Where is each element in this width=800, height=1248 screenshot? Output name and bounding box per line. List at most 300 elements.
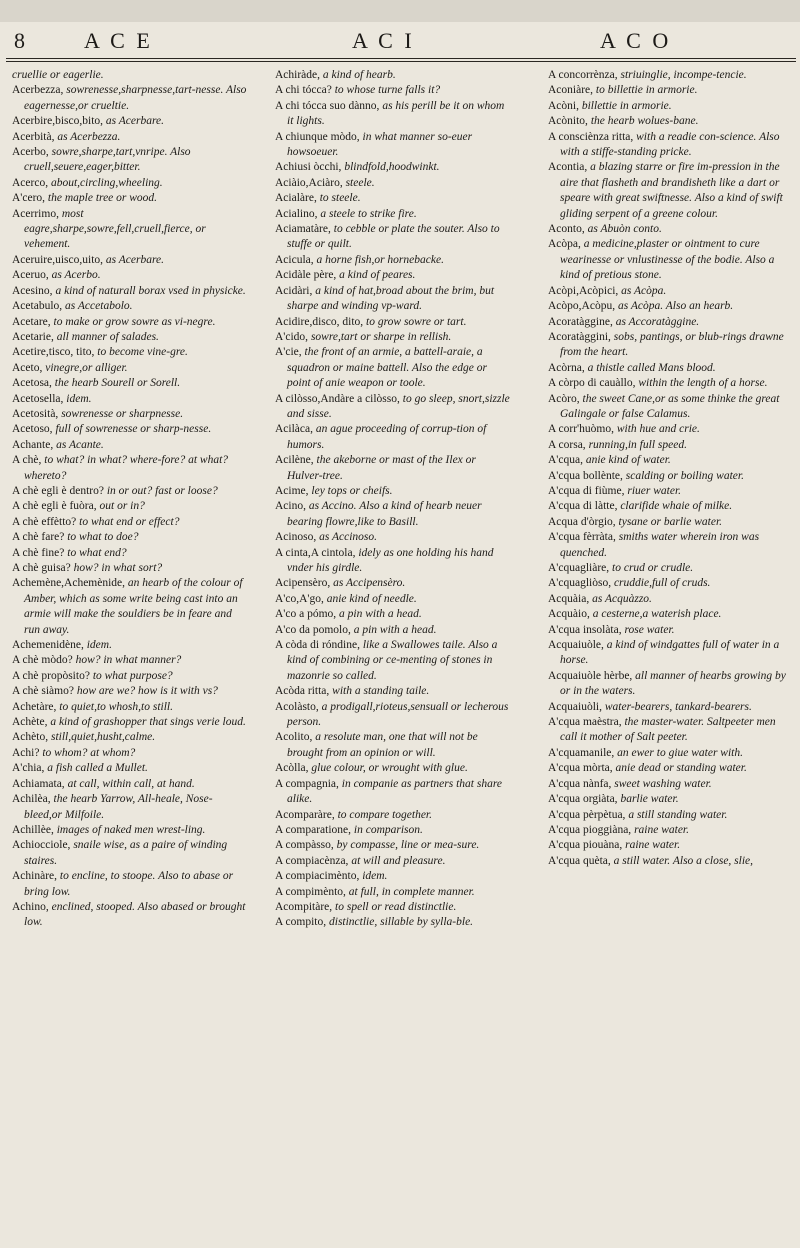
dictionary-entry: [12, 207, 250, 253]
entry-headword: Aceto,: [12, 361, 46, 374]
entry-definition: an ewer to giue water with.: [617, 746, 743, 759]
dictionary-entry: [275, 315, 513, 330]
dictionary-entry: [548, 792, 786, 807]
entry-definition: a kind of hat,broad about the brim, but sharpe and winding vp-ward.: [287, 284, 495, 313]
dictionary-entry: [548, 669, 786, 700]
entry-headword: Aceruo,: [12, 269, 52, 282]
entry-definition: idely as one holding his hand vnder his girdle.: [287, 546, 494, 574]
entry-definition: anie kind of needle.: [326, 592, 417, 605]
dictionary-entry: [275, 160, 513, 175]
entry-headword: Acetire,tisco, tito,: [12, 346, 98, 359]
dictionary-entry: [548, 160, 786, 222]
entry-definition: a medicine,plaster or ointment to cure wearinesse or vnlustinesse of the bodie. Also a kind of pretious stone.: [560, 238, 775, 282]
dictionary-entry: [548, 854, 786, 869]
entry-definition: to encline, to stoope. Also to abase or bring low.: [24, 870, 234, 898]
entry-definition: a resolute man, one that will not be brought from an opinion or will.: [287, 731, 478, 759]
dictionary-entry: [12, 330, 250, 345]
dictionary-entry: [12, 499, 250, 514]
dictionary-entry: [12, 730, 250, 745]
dictionary-entry: [275, 330, 513, 345]
entry-headword: A compàsso,: [275, 839, 337, 852]
entry-definition: to cebble or plate the souter. Also to stuffe or quilt.: [287, 223, 500, 251]
entry-headword: A'cqua bollènte,: [548, 469, 626, 482]
dictionary-entry: [275, 422, 513, 453]
dictionary-entry: [275, 808, 513, 823]
entry-headword: Achinàre,: [12, 870, 60, 883]
dictionary-entry: [275, 99, 513, 130]
entry-headword: Acidàri,: [275, 284, 316, 297]
entry-headword: A compiacènza,: [275, 854, 352, 867]
entry-headword: Acòda ritta,: [275, 685, 333, 698]
dictionary-entry: [275, 885, 513, 900]
dictionary-entry: [12, 576, 250, 638]
entry-definition: scalding or boiling water.: [625, 469, 744, 482]
entry-headword: A'cqua orgiàta,: [548, 793, 621, 806]
entry-definition: a kind of windgattes full of water in a horse.: [560, 639, 780, 667]
entry-headword: A'cqua insolàta,: [548, 623, 625, 636]
dictionary-entry: [548, 392, 786, 423]
dictionary-entry: [12, 746, 250, 761]
entry-headword: Acipensèro,: [275, 577, 334, 590]
entry-headword: Achante,: [12, 438, 57, 451]
entry-headword: Acetosella,: [12, 392, 67, 405]
entry-definition: all manner of hearbs growing by or in the waters.: [560, 669, 786, 698]
scan-top-edge: [0, 0, 800, 22]
dictionary-entry: [12, 376, 250, 391]
entry-headword: Acerbità,: [12, 130, 58, 143]
entry-definition: tysane or barlie water.: [618, 515, 723, 528]
entry-headword: Acetosa,: [12, 377, 55, 390]
entry-definition: as Accinoso.: [319, 531, 378, 544]
entry-headword: Acòrna,: [548, 361, 588, 374]
entry-headword: Acime,: [275, 484, 312, 497]
entry-headword: Acicula,: [275, 253, 317, 266]
entry-headword: Acinoso,: [275, 531, 320, 544]
dictionary-entry: [548, 68, 786, 83]
dictionary-entry: [12, 484, 250, 499]
dictionary-entry: [275, 869, 513, 884]
entry-definition: as Acerbo.: [51, 269, 101, 282]
dictionary-entry: [12, 268, 250, 283]
entry-headword: A'cero,: [12, 192, 48, 205]
entry-headword: A cilòsso,Andàre a cilòsso,: [275, 392, 403, 405]
entry-headword: A consciènza ritta,: [548, 130, 637, 143]
entry-definition: an ague proceeding of corrup-tion of humors.: [287, 423, 487, 451]
entry-headword: Acquàia,: [548, 592, 593, 605]
entry-headword: Acoratàggini,: [548, 330, 614, 343]
entry-headword: A concorrènza,: [548, 69, 621, 81]
dictionary-entry: [12, 792, 250, 823]
dictionary-entry: [548, 700, 786, 715]
entry-headword: Acòni,: [548, 99, 582, 112]
entry-definition: to quiet,to whosh,to still.: [59, 700, 173, 713]
entry-headword: Aceruire,uisco,uito,: [12, 253, 106, 266]
entry-headword: Acetarie,: [12, 330, 57, 343]
dictionary-entry: [12, 253, 250, 268]
entry-definition: the master-water. Saltpeeter men call it mother of Salt peeter.: [560, 716, 776, 744]
dictionary-entry: [548, 592, 786, 607]
dictionary-entry: [275, 700, 513, 731]
entry-definition: at call, within call, at hand.: [67, 777, 195, 790]
dictionary-entry: [12, 638, 250, 653]
entry-headword: Acialino,: [275, 207, 321, 220]
entry-headword: Acqua d'òrgio,: [548, 515, 619, 528]
dictionary-entry: [548, 777, 786, 792]
entry-headword: Achillèe,: [12, 823, 57, 836]
dictionary-entry: [275, 207, 513, 222]
entry-definition: with hue and crie.: [616, 423, 700, 436]
entry-definition: in or out? fast or loose?: [106, 484, 218, 497]
entry-headword: Achetàre,: [12, 700, 60, 713]
entry-definition: how? in what manner?: [75, 654, 182, 667]
dictionary-entry: [12, 114, 250, 129]
dictionary-entry: [12, 315, 250, 330]
dictionary-entry: [275, 915, 513, 930]
dictionary-entry: [275, 284, 513, 315]
entry-definition: at full, in complete manner.: [348, 885, 475, 898]
entry-headword: Acerrimo,: [12, 207, 62, 220]
entry-headword: A corsa,: [548, 438, 589, 451]
entry-headword: A'cido,: [275, 330, 311, 343]
entry-definition: an hearb of the colour of Amber, which as some write being cast into an armie will make the souldiers be in feare and run away.: [24, 577, 243, 636]
entry-headword: Acilàca,: [275, 423, 316, 436]
entry-definition: as Acerbezza.: [57, 130, 121, 143]
entry-headword: A compito,: [275, 916, 329, 929]
header-rule-bottom: [6, 61, 796, 62]
entry-headword: A'co a pómo,: [275, 608, 340, 621]
entry-headword: A chi tócca?: [275, 84, 335, 97]
dictionary-entry: [275, 253, 513, 268]
entry-headword: A chè guisa?: [12, 562, 74, 574]
entry-headword: Acompitàre,: [275, 900, 336, 913]
entry-definition: anie kind of water.: [585, 454, 671, 467]
entry-headword: Acquaiuòle,: [548, 639, 607, 652]
entry-definition: like a Swallowes taile. Also a kind of combining or ce-menting of stones in mazonrie so called.: [287, 639, 498, 682]
dictionary-entry: [548, 638, 786, 669]
entry-definition: raine water.: [625, 839, 681, 852]
page-number: 8: [14, 28, 28, 53]
dictionary-entry: [12, 561, 250, 576]
running-head-right: A C O: [600, 28, 672, 53]
entry-definition: as Accipensèro.: [333, 577, 406, 590]
entry-headword: Acòpo,Acòpu,: [548, 300, 618, 313]
entry-definition: out or in?: [99, 500, 145, 513]
dictionary-entry: [548, 623, 786, 638]
entry-definition: to what end or effect?: [79, 515, 180, 528]
entry-headword: A'cqua fèrràta,: [548, 531, 619, 544]
dictionary-entry: [275, 576, 513, 591]
entry-definition: to go sleep, snort,sizzle and sisse.: [287, 392, 510, 420]
dictionary-entry: [275, 68, 513, 83]
entry-headword: Acidire,disco, dito,: [275, 315, 367, 328]
entry-headword: A chè siàmo?: [12, 685, 77, 698]
entry-definition: as Acquàzzo.: [592, 592, 652, 605]
dictionary-entry: [275, 345, 513, 391]
dictionary-entry: [275, 191, 513, 206]
entry-definition: vinegre,or alliger.: [45, 361, 128, 374]
entry-headword: A còrpo di cauàllo,: [548, 377, 639, 390]
entry-headword: A chiunque mòdo,: [275, 130, 363, 143]
dictionary-entry: [548, 422, 786, 437]
entry-definition: at will and pleasure.: [351, 854, 446, 867]
entry-definition: to what to doe?: [67, 531, 139, 544]
dictionary-entry: [12, 176, 250, 191]
entry-headword: Acetoso,: [12, 423, 56, 436]
dictionary-entry: [12, 345, 250, 360]
dictionary-entry: [548, 237, 786, 283]
entry-headword: Acoratàggine,: [548, 315, 616, 328]
dictionary-entry: [12, 361, 250, 376]
dictionary-entry: [275, 900, 513, 915]
entry-headword: A chè egli è fuòra,: [12, 500, 100, 513]
entry-headword: A cinta,A cintola,: [275, 546, 359, 559]
entry-definition: in comparison.: [353, 823, 423, 836]
entry-headword: A chi tócca suo dànno,: [275, 99, 383, 112]
dictionary-entry: [12, 191, 250, 206]
dictionary-entry: [548, 715, 786, 746]
entry-headword: Acerbire,bisco,bito,: [12, 115, 106, 128]
dictionary-entry: [548, 823, 786, 838]
dictionary-entry: [12, 284, 250, 299]
dictionary-entry: [548, 222, 786, 237]
entry-definition: as his perill be it on whom it lights.: [287, 99, 505, 128]
entry-headword: A chè,: [12, 454, 45, 467]
dictionary-entry: [275, 530, 513, 545]
dictionary-entry: [275, 222, 513, 253]
entry-headword: A'co da pomolo,: [275, 623, 354, 636]
dictionary-entry: [12, 761, 250, 776]
entry-definition: about,circling,wheeling.: [50, 176, 163, 189]
dictionary-entry: [12, 130, 250, 145]
entry-definition: images of naked men wrest-ling.: [56, 823, 206, 836]
header-rule-top: [6, 58, 796, 59]
entry-definition: a still standing water.: [628, 808, 728, 821]
entry-headword: Aconiàre,: [548, 84, 596, 97]
entry-headword: Achemenidène,: [12, 639, 87, 652]
entry-definition: as Accoratàggine.: [615, 315, 700, 328]
dictionary-entry: [12, 700, 250, 715]
entry-definition: a thistle called Mans blood.: [587, 361, 716, 374]
dictionary-entry: [548, 114, 786, 129]
entry-headword: Achino,: [12, 900, 52, 913]
entry-definition: a cesterne,a waterish place.: [592, 608, 722, 621]
entry-headword: Achemène,Achemènide,: [12, 577, 128, 590]
entry-definition: the sweet Cane,or as some thinke the great Galingale or false Calamus.: [560, 392, 780, 420]
entry-definition: enclined, stooped. Also abased or brought low.: [24, 900, 246, 929]
entry-definition: sobs, pantings, or blub-rings drawne from the heart.: [560, 330, 784, 359]
entry-definition: a kind of hearb.: [322, 69, 396, 81]
entry-headword: Acino,: [275, 500, 309, 513]
dictionary-entry: [548, 808, 786, 823]
dictionary-entry: [275, 268, 513, 283]
entry-definition: to make or grow sowre as vi-negre.: [53, 315, 216, 328]
entry-definition: the maple tree or wood.: [47, 192, 158, 205]
entry-definition: how are we? how is it with vs?: [76, 685, 218, 698]
entry-headword: Acerbo,: [12, 146, 52, 159]
entry-headword: A'cqua di làtte,: [548, 500, 621, 513]
entry-definition: the hearb wolues-bane.: [590, 115, 699, 128]
entry-definition: to what purpose?: [92, 669, 173, 682]
entry-headword: Acònito,: [548, 115, 591, 128]
entry-headword: Acerbezza,: [12, 84, 67, 97]
entry-definition: billettie in armorie.: [581, 99, 672, 112]
entry-definition: a prodigall,rioteus,sensuall or lecherous person.: [287, 700, 509, 729]
dictionary-entry: [275, 453, 513, 484]
entry-definition: to grow sowre or tart.: [366, 315, 467, 328]
dictionary-entry: [275, 592, 513, 607]
entry-definition: anie dead or standing water.: [615, 762, 747, 775]
dictionary-entry: [548, 576, 786, 591]
entry-headword: A'cqua,: [548, 454, 586, 467]
entry-headword: A'cqua pèrpètua,: [548, 808, 629, 821]
entry-headword: Acerco,: [12, 176, 51, 189]
entry-definition: a fish called a Mullet.: [47, 762, 148, 775]
dictionary-entry: [548, 284, 786, 299]
dictionary-entry: [275, 823, 513, 838]
entry-headword: Acilène,: [275, 454, 317, 467]
dictionary-entry: [548, 469, 786, 484]
entry-definition: how? in what sort?: [73, 562, 163, 574]
entry-definition: rose water.: [624, 623, 675, 636]
entry-definition: sweet washing water.: [614, 777, 712, 790]
entry-definition: snaile wise, as a paire of winding staires.: [24, 839, 228, 867]
entry-definition: as Acerbare.: [105, 115, 165, 128]
dictionary-entry: [12, 453, 250, 484]
entry-definition: to what? in what? where-fore? at what? whereto?: [24, 454, 229, 482]
entry-definition: a horne fish,or hornebacke.: [316, 253, 444, 266]
dictionary-entry: [12, 392, 250, 407]
entry-definition: a kind of naturall borax vsed in physicke.: [55, 284, 246, 297]
entry-definition: sowre,sharpe,tart,vnripe. Also cruell,seuere,eager,bitter.: [24, 146, 191, 174]
dictionary-entry: [548, 83, 786, 98]
entry-headword: Acetare,: [12, 315, 54, 328]
dictionary-entry: [548, 761, 786, 776]
dictionary-entry: [275, 623, 513, 638]
dictionary-entry: [12, 68, 250, 83]
entry-headword: Acolàsto,: [275, 700, 322, 713]
entry-headword: Acolito,: [275, 731, 316, 744]
entry-headword: Achiamata,: [12, 777, 68, 790]
dictionary-entry: [548, 330, 786, 361]
entry-headword: A comparatione,: [275, 823, 354, 836]
entry-definition: sowrenesse,sharpnesse,tart-nesse. Also eagernesse,or crueltie.: [24, 84, 247, 112]
dictionary-entry: [275, 838, 513, 853]
dictionary-entry: [548, 561, 786, 576]
dictionary-entry: [12, 422, 250, 437]
dictionary-entry: [12, 407, 250, 422]
entry-definition: most eagre,sharpe,sowre,fell,cruell,fierce, or vehement.: [24, 207, 206, 251]
entry-headword: Achiocciole,: [12, 839, 74, 852]
entry-definition: barlie water.: [620, 793, 679, 806]
entry-definition: as Accetabolo.: [65, 300, 133, 313]
dictionary-entry: [548, 453, 786, 468]
entry-headword: Achilèa,: [12, 793, 54, 806]
entry-definition: distinctlie, sillable by sylla-ble.: [329, 916, 474, 929]
entry-headword: A compagnia,: [275, 777, 342, 790]
dictionary-entry: [12, 684, 250, 699]
dictionary-entry: [12, 299, 250, 314]
entry-headword: A corr'huòmo,: [548, 423, 617, 436]
dictionary-page: [0, 22, 800, 1248]
entry-headword: Acòlla,: [275, 762, 312, 775]
entry-definition: the hearb Yarrow, All-heale, Nose-bleed,or Milfoile.: [24, 793, 213, 821]
dictionary-entry: [548, 838, 786, 853]
entry-definition: cruellie or eagerlie.: [12, 69, 104, 81]
dictionary-entry: [548, 315, 786, 330]
entry-definition: by compasse, line or mea-sure.: [336, 839, 480, 852]
dictionary-entry: [548, 299, 786, 314]
dictionary-entry: [275, 638, 513, 684]
entry-definition: to what end?: [67, 546, 127, 559]
entry-definition: a steele to strike fire.: [320, 207, 417, 220]
entry-definition: riuer water.: [627, 484, 682, 497]
dictionary-entry: [275, 484, 513, 499]
entry-definition: a pin with a head.: [339, 608, 422, 621]
entry-headword: Aconto,: [548, 223, 588, 236]
entry-definition: the front of an armie, a battell-araie, a squadron or maine battell. Also the edge or point of anie weapon or toole.: [287, 346, 487, 390]
entry-headword: A'chia,: [12, 762, 48, 775]
dictionary-entry: [12, 438, 250, 453]
entry-definition: to billettie in armorie.: [595, 84, 698, 97]
entry-headword: A chè egli è dentro?: [12, 484, 107, 497]
dictionary-entry: [548, 130, 786, 161]
dictionary-entry: [275, 499, 513, 530]
entry-definition: a pin with a head.: [353, 623, 437, 636]
entry-definition: as Acòpa. Also an hearb.: [617, 300, 734, 313]
entry-definition: as Abuòn conto.: [587, 223, 662, 236]
entry-headword: A'cqua mòrta,: [548, 762, 616, 775]
entry-definition: a blazing starre or fire im-pression in the aire that flasheth and brandisheth like a dart or speare with great swiftnesse. Also a kind of swift gliding serpent of a greene colour.: [560, 161, 783, 220]
entry-definition: to spell or read distinctlie.: [335, 900, 457, 913]
column-middle: [275, 68, 513, 931]
entry-definition: full of sowrenesse or sharp-nesse.: [55, 423, 212, 436]
entry-definition: blindfold,hoodwinkt.: [344, 161, 440, 174]
dictionary-entry: [275, 130, 513, 161]
entry-definition: still,quiet,husht,calme.: [50, 731, 156, 744]
entry-headword: Aciamatàre,: [275, 223, 334, 236]
entry-definition: as Acerbare.: [105, 253, 165, 266]
running-head-left: A C E: [84, 28, 153, 53]
entry-headword: A chè fare?: [12, 531, 68, 544]
dictionary-entry: [275, 777, 513, 808]
entry-definition: in companie as partners that share alike.: [287, 777, 502, 806]
entry-definition: as Acante.: [56, 438, 104, 451]
dictionary-entry: [275, 684, 513, 699]
dictionary-entry: [12, 715, 250, 730]
entry-headword: A chè mòdo?: [12, 654, 76, 667]
entry-definition: to whose turne falls it?: [334, 84, 441, 97]
dictionary-entry: [12, 145, 250, 176]
dictionary-entry: [12, 823, 250, 838]
dictionary-entry: [12, 669, 250, 684]
entry-definition: sowre,tart or sharpe in rellish.: [310, 330, 452, 343]
entry-definition: to become vine-gre.: [97, 346, 188, 359]
dictionary-entry: [548, 530, 786, 561]
entry-definition: the hearb Sourell or Sorell.: [54, 377, 181, 390]
entry-definition: idem.: [66, 392, 92, 405]
entry-headword: Achète,: [12, 716, 51, 729]
dictionary-entry: [548, 515, 786, 530]
entry-headword: Acidàle père,: [275, 269, 340, 282]
entry-definition: idem.: [362, 870, 388, 883]
dictionary-entry: [275, 761, 513, 776]
entry-definition: idem.: [86, 639, 112, 652]
entry-headword: Achèto,: [12, 731, 51, 744]
entry-definition: sowrenesse or sharpnesse.: [61, 407, 184, 420]
entry-headword: Aciàio,Aciàro,: [275, 176, 346, 189]
entry-headword: Acontia,: [548, 161, 591, 174]
entry-headword: A compiacimènto,: [275, 870, 363, 883]
